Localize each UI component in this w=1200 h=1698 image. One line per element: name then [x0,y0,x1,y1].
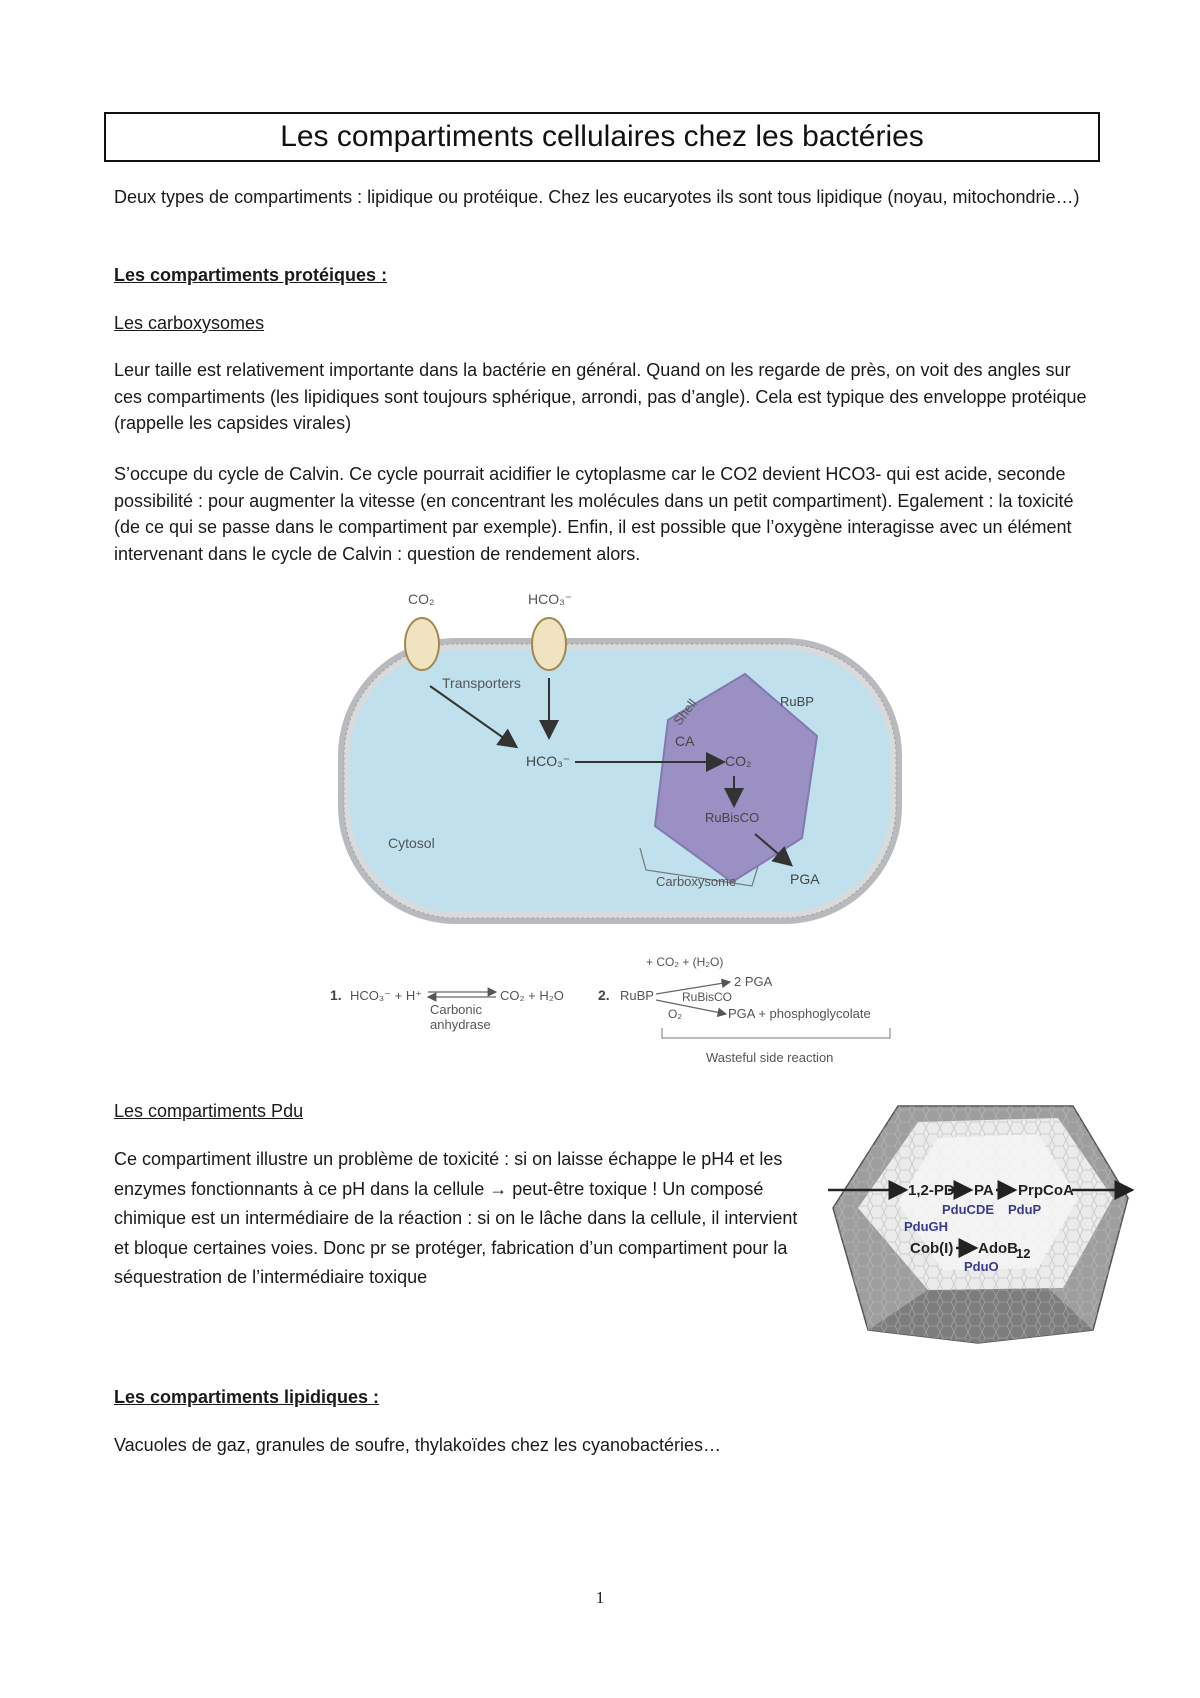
subheading-pdu: Les compartiments Pdu [114,1101,304,1121]
label-hco3-top: HCO₃⁻ [528,591,573,607]
eq2-pga2: 2 PGA [734,974,773,989]
subheading-carboxysomes: Les carboxysomes [114,313,265,333]
pdu-label-adob-sub: 12 [1016,1246,1031,1261]
eq2-number: 2. [598,987,610,1003]
title-box [104,112,1100,162]
label-pga: PGA [790,871,820,887]
pdu-label-pdugh: PduGH [904,1219,949,1234]
label-ca: CA [675,733,695,749]
eq2-rubp: RuBP [620,988,654,1003]
eq2-wasteful: Wasteful side reaction [706,1050,834,1065]
heading-proteic-compartments: Les compartiments protéiques : [114,265,388,285]
eq1-enzyme-1: Carbonic [430,1002,483,1017]
pdu-label-pd: 1,2-PD [908,1182,955,1199]
label-carboxysome: Carboxysome [656,874,737,889]
carboxysome-figure [330,586,910,1076]
pdu-label-prpcoa: PrpCoA [1018,1182,1074,1199]
eq1-enzyme-2: anhydrase [430,1017,491,1032]
page-number: 1 [595,1588,605,1607]
label-rubp: RuBP [780,694,814,709]
eq2-bottom: PGA + phosphoglycolate [728,1006,871,1021]
eq1-number: 1. [330,987,342,1003]
transporter-hco3 [532,618,566,670]
pdu-label-pduo: PduO [964,1259,999,1274]
label-co2: CO₂ [408,591,435,607]
heading-lipidic-compartments: Les compartiments lipidiques : [114,1387,380,1407]
page-title: Les compartiments cellulaires chez les bactéries [280,120,924,153]
pdu-label-adob: AdoB [978,1240,1018,1257]
eq2-top: + CO₂ + (H₂O) [646,955,724,969]
eq1-right: CO₂ + H₂O [500,988,564,1003]
label-co2-inner: CO₂ [725,753,752,769]
pdu-paragraph: Ce compartiment illustre un problème de toxicité : si on laisse échappe le pH4 et les enzymes fonctionnants à ce pH dans la cellule → peut-être toxique ! Un composé chimique est un intermédiaire de la réaction : si on le lâche dans la cellule, il intervient et bloque certaines voies. Donc pr se protéger, fabrication d’un compartiment pour la séquestration de l’intermédiaire toxique [114,1149,798,1287]
eq2-bracket [662,1028,890,1038]
carboxysome-paragraph-2: S’occupe du cycle de Calvin. Ce cycle pourrait acidifier le cytoplasme car le CO2 devient HCO3- qui est acide, seconde possibilité : pour augmenter la vitesse (en concentrant les molécules dans un petit compartiment). Egalement : la toxicité (de ce qui se passe dans le compartiment par exemple). Enfin, il est possible que l’oxygène interagisse avec un élément intervenant dans le cycle de Calvin : question de rendement alors. [114,464,1074,564]
intro-paragraph: Deux types de compartiments : lipidique ou protéique. Chez les eucaryotes ils sont tous lipidique (noyau, mitochondrie…) [114,187,1080,207]
pdu-label-pdup: PduP [1008,1202,1042,1217]
lipidic-paragraph: Vacuoles de gaz, granules de soufre, thylakoïdes chez les cyanobactéries… [114,1435,722,1455]
pdu-compartment-figure [828,1098,1138,1350]
transporter-co2 [405,618,439,670]
label-hco3-mid: HCO₃⁻ [526,753,571,769]
pdu-label-pducde: PduCDE [942,1202,994,1217]
eq1-left: HCO₃⁻ + H⁺ [350,988,423,1003]
label-transporters: Transporters [442,675,521,691]
pdu-label-pa: PA [974,1182,994,1199]
carboxysome-paragraph-1: Leur taille est relativement importante dans la bactérie en général. Quand on les regarde de près, on voit des angles sur ces compartiments (les lipidiques sont toujours sphérique, arrondi, pas d’angle). Cela est typique des enveloppe protéique (rappelle les capsides virales) [114,360,1087,433]
label-cytosol: Cytosol [388,835,435,851]
eq2-o2: O₂ [668,1007,682,1021]
pdu-label-cob: Cob(I) [910,1240,954,1257]
label-rubisco: RuBisCO [705,810,760,825]
label-shell: Shell [670,696,700,729]
eq2-rubisco: RuBisCO [682,990,733,1004]
